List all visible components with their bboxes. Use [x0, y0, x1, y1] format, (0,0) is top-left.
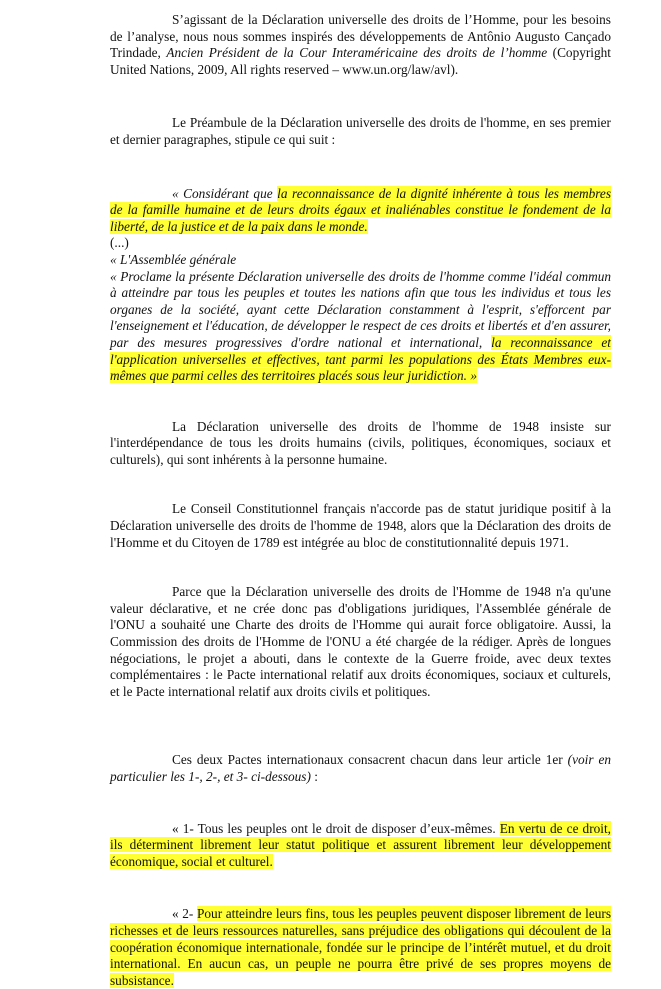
- quote-assembly: « L'Assemblée générale: [110, 251, 237, 267]
- highlighted-dignity: la reconnaissance de la dignité inhérente à tous les membres de la famille humaine et de leurs droits égaux et inaliénables constitue le fondement de la liberté, de la justice et de la paix dans le monde.: [110, 185, 612, 234]
- intro-paragraph: [110, 12, 611, 78]
- article-one-colon: :: [310, 769, 318, 784]
- quote-opening: « Considérant que: [172, 185, 278, 201]
- article-point-1: [110, 821, 611, 871]
- quote-considerant: [110, 186, 611, 236]
- constitutional-council-paragraph: Le Conseil Constitutionnel français n'accorde pas de statut juridique positif à la Déclaration universelle des droits de l'homme de 1948, alors que la Déclaration des droits de l'Homme et du Citoyen de 1789 est intégrée au bloc de constitutionnalité depuis 1971.: [110, 501, 611, 550]
- preamble-quote: [110, 186, 611, 385]
- quote-proclame-text: « Proclame la présente Déclaration universelle des droits de l'homme comme l'idéal commun à atteindre par tous les peuples et toutes les nations afin que tous les individus et tous les organes de la société, ayant cette Déclaration constamment à l'esprit, s'efforcent par l'enseignement et l'éducation, de développer le respect de ces droits et libertés et d'en assurer, par des mesures progressives d'ordre national et international,: [110, 268, 611, 350]
- article-one-note: (voir en particulier les 1-, 2-, et 3- ci-dessous): [110, 752, 611, 784]
- preamble-paragraph: Le Préambule de la Déclaration universelle des droits de l'homme, en ses premier et dernier paragraphes, stipule ce qui suit :: [110, 115, 611, 147]
- article-one-text: Ces deux Pactes internationaux consacrent chacun dans leur article 1er: [172, 752, 568, 768]
- interdependence-paragraph: La Déclaration universelle des droits de l'homme de 1948 insiste sur l'interdépendance de tous les droits humains (civils, politiques, économiques, sociaux et culturels), qui sont inhérents à la personne humaine.: [110, 418, 611, 467]
- highlighted-point-1: En vertu de ce droit, ils déterminent librement leur statut politique et assurent librement leur développement économique, social et culturel.: [110, 820, 611, 869]
- quote-ellipsis: (...): [110, 235, 129, 251]
- article-one-paragraph: [110, 752, 611, 785]
- covenants-paragraph: Parce que la Déclaration universelle des droits de l'Homme de 1948 n'a qu'une valeur déclarative, et ne crée donc pas d'obligations juridiques, l'Assemblée générale de l'ONU a souhaité une Charte des droits de l'Homme qui aurait force obligatoire. Aussi, la Commission des droits de l'Homme de l'ONU a été chargée de la rédiger. Après de longues négociations, le projet a abouti, dans le contexte de la Guerre froide, avec deux textes complémentaires : le Pacte international relatif aux droits économiques, sociaux et culturels, et le Pacte international relatif aux droits civils et politiques.: [110, 584, 611, 699]
- copyright-text: (Copyright United Nations, 2009, All rights reserved – www.un.org/law/avl).: [110, 45, 611, 77]
- intro-text: S’agissant de la Déclaration universelle des droits de l’Homme, pour les besoins de l’analyse, nous nous sommes inspirés des développements de Antônio Augusto Cançado Trindade,: [110, 12, 611, 61]
- article-point-2: [110, 906, 611, 989]
- quote-proclame: [110, 269, 611, 385]
- author-title: Ancien Président de la Cour Interaméricaine des droits de l’homme: [166, 45, 548, 61]
- highlighted-recognition: la reconnaissance et l'application universelles et effectives, tant parmi les populations des États Membres eux-mêmes que parmi celles des territoires placés sous leur juridiction. »: [110, 334, 612, 384]
- highlighted-point-2: Pour atteindre leurs fins, tous les peuples peuvent disposer librement de leurs richesses et de leurs ressources naturelles, sans préjudice des obligations qui découlent de la coopération économique internationale, fondée sur le principe de l’intérêt mutuel, et du droit international. En aucun cas, un peuple ne pourra être privé de ses propres moyens de subsistance.: [110, 906, 612, 988]
- point-2-number: « 2-: [172, 906, 197, 922]
- point-1-text: « 1- Tous les peuples ont le droit de disposer d’eux-mêmes.: [172, 820, 500, 836]
